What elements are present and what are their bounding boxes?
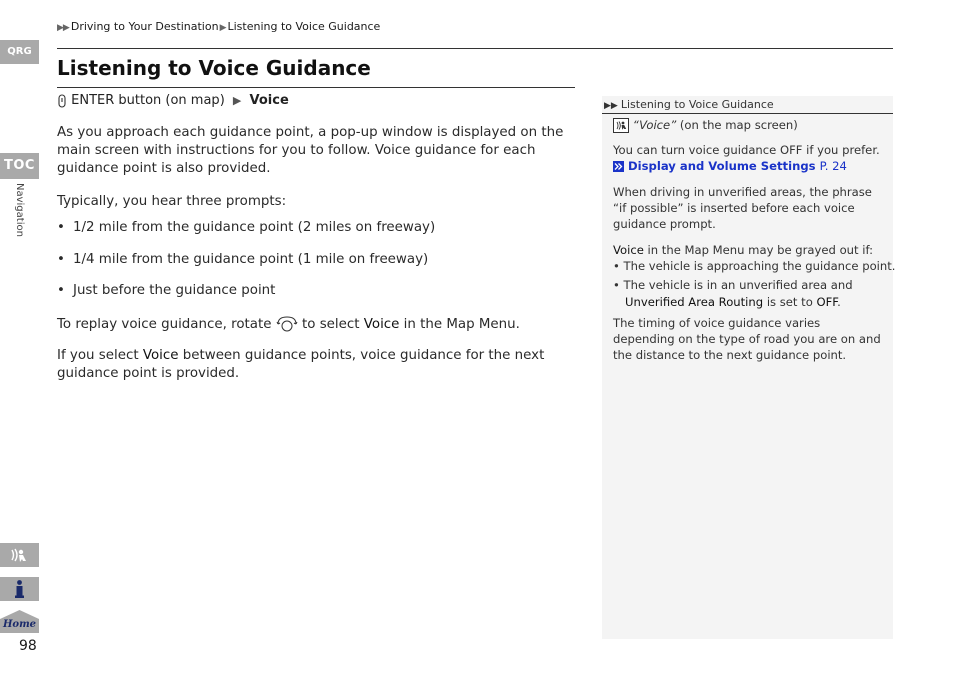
bullet-icon: • [57,283,65,298]
breadcrumb-arrow-icon: ▶ [219,23,226,33]
bullet-icon: • [57,220,65,235]
info-tab[interactable] [0,577,39,601]
list-item [613,258,895,274]
display-volume-settings-link[interactable] [613,158,885,174]
link-page-ref: P. 24 [819,159,847,173]
voice-command-icon [613,118,629,133]
notes-timing: The timing of voice guidance varies depending on the type of road you are on and the distance to the next guidance point. [613,316,881,363]
section-label-text: Navigation [14,183,25,237]
replay-text-before: To replay voice guidance, rotate [57,317,272,332]
voice-command-note [613,117,885,133]
voice-keyword: Voice [613,243,644,257]
list-item-text: Just before the guidance point [73,283,276,298]
interface-dial-icon [276,315,298,333]
path-arrow-icon: ▶ [232,94,242,107]
header-divider [57,48,893,49]
bullet-icon: • [613,278,620,292]
select-text-before: If you select [57,348,139,363]
breadcrumb [57,20,380,33]
list-item-text: The vehicle is approaching the guidance point. [623,259,896,273]
list-item-continuation [625,294,841,310]
list-item-text: 1/4 mile from the guidance point (1 mile on freeway) [73,252,429,267]
replay-paragraph [57,315,575,334]
voice-command-icon [0,543,39,567]
off-value: OFF [816,295,838,309]
unverified-area-routing-keyword: Unverified Area Routing [625,295,764,309]
notes-panel-divider [602,113,893,114]
cross-reference-icon [613,161,624,172]
breadcrumb-arrow-icon: ▶▶ [57,23,69,33]
list-item [57,282,275,300]
title-divider [57,87,575,88]
navigation-path [57,93,289,108]
grayed-out-text: in the Map Menu may be grayed out if: [647,243,874,257]
page-number: 98 [19,638,37,654]
voice-command-tab[interactable] [0,543,39,567]
list-item-text: The vehicle is in an unverified area and [623,278,853,292]
voice-command-context: (on the map screen) [679,118,798,132]
list-item-text: 1/2 mile from the guidance point (2 miles on freeway) [73,220,436,235]
notes-guidance-off: You can turn voice guidance OFF if you prefer. [613,143,880,157]
nav-path-step-enter: ENTER button (on map) [71,93,225,108]
notes-unverified-areas: When driving in unverified areas, the phrase “if possible” is inserted before each voice guidance prompt. [613,185,872,232]
bullet-icon: • [613,259,620,273]
qrg-tab[interactable]: QRG [0,40,39,64]
continuation-middle: is set to [766,295,813,309]
nav-path-step-voice: Voice [249,93,289,108]
info-icon [0,577,39,601]
list-item [613,277,853,293]
breadcrumb-item-voice-guidance[interactable]: Listening to Voice Guidance [227,20,381,33]
intro-paragraph: As you approach each guidance point, a pop-up window is displayed on the main screen with instructions for you to follow. Voice guidance for each guidance point is also provided. [57,125,564,176]
enter-button-icon [57,94,67,108]
select-text-after: between guidance points, voice guidance for the next guidance point is provided. [57,348,545,381]
replay-text-middle: to select [302,317,360,332]
voice-keyword: Voice [142,348,179,363]
notes-grayed-out [613,242,885,258]
section-label [14,183,28,243]
list-item [57,219,435,237]
page-title: Listening to Voice Guidance [57,56,371,80]
home-icon [0,609,39,633]
notes-marker-icon: ▶▶ [604,101,618,111]
replay-text-after: in the Map Menu. [403,317,520,332]
select-voice-paragraph [57,347,575,383]
bullet-icon: • [57,252,65,267]
list-item [57,251,428,269]
prompts-intro: Typically, you hear three prompts: [57,194,287,209]
link-label: Display and Volume Settings [628,159,816,173]
breadcrumb-item-driving[interactable]: Driving to Your Destination [70,20,219,33]
notes-panel-header [602,96,893,114]
home-tab[interactable] [0,609,39,633]
voice-command-quote: “Voice” [632,118,677,132]
continuation-end: . [837,295,841,309]
home-label: Home [2,619,37,630]
toc-tab[interactable]: TOC [0,153,39,179]
notes-panel-title: Listening to Voice Guidance [620,98,774,111]
voice-keyword: Voice [363,317,400,332]
notes-panel [602,96,893,639]
